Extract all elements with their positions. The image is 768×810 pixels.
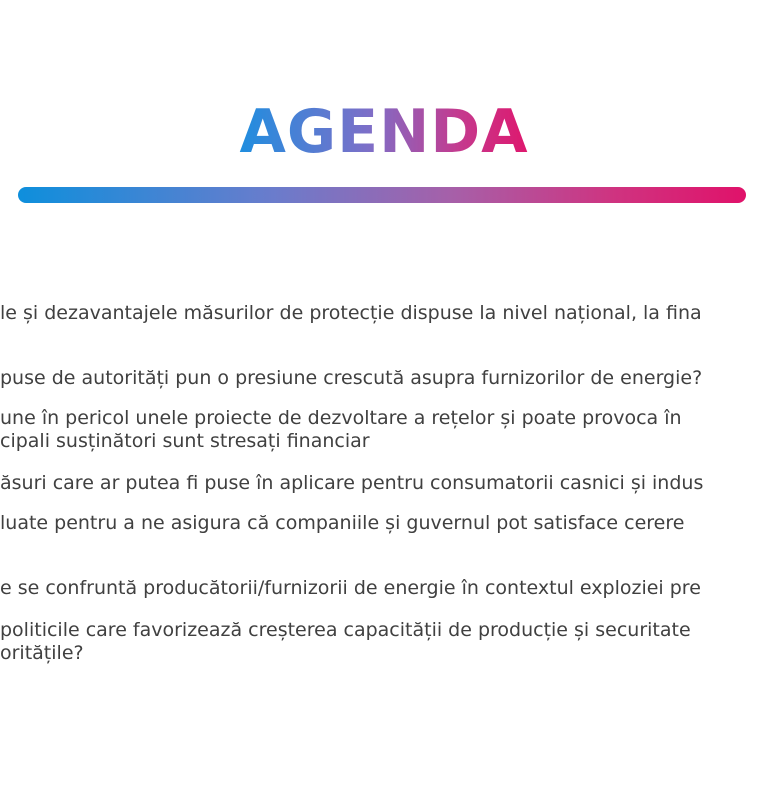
agenda-item <box>0 472 703 495</box>
agenda-item-text: ăsuri care ar putea fi puse în aplicare pentru consumatorii casnici și indus <box>0 472 704 494</box>
agenda-item <box>0 367 702 390</box>
agenda-item-text: e se confruntă producătorii/furnizorii de energie în contextul exploziei pre <box>0 577 701 599</box>
agenda-item <box>0 512 684 535</box>
page-title: AGENDA <box>235 96 532 168</box>
gradient-divider <box>18 187 746 203</box>
agenda-item <box>0 619 691 665</box>
agenda-item-text: politicile care favorizează creșterea capacității de producție și securitate <box>0 619 691 641</box>
agenda-item-text: luate pentru a ne asigura că companiile și guvernul pot satisface cerere <box>0 512 685 534</box>
agenda-item-text-continued: cipali susținători sunt stresați financiar <box>0 430 370 452</box>
agenda-item <box>0 577 701 600</box>
agenda-item-text: puse de autorități pun o presiune crescută asupra furnizorilor de energie? <box>0 367 703 389</box>
agenda-item-text-continued: oritățile? <box>0 642 84 664</box>
title-container <box>0 96 768 168</box>
agenda-item <box>0 302 702 325</box>
agenda-item <box>0 407 682 453</box>
agenda-item-text: le și dezavantajele măsurilor de protecție dispuse la nivel național, la fina <box>0 302 702 324</box>
agenda-item-text: une în pericol unele proiecte de dezvoltare a rețelor și poate provoca în <box>0 407 682 429</box>
